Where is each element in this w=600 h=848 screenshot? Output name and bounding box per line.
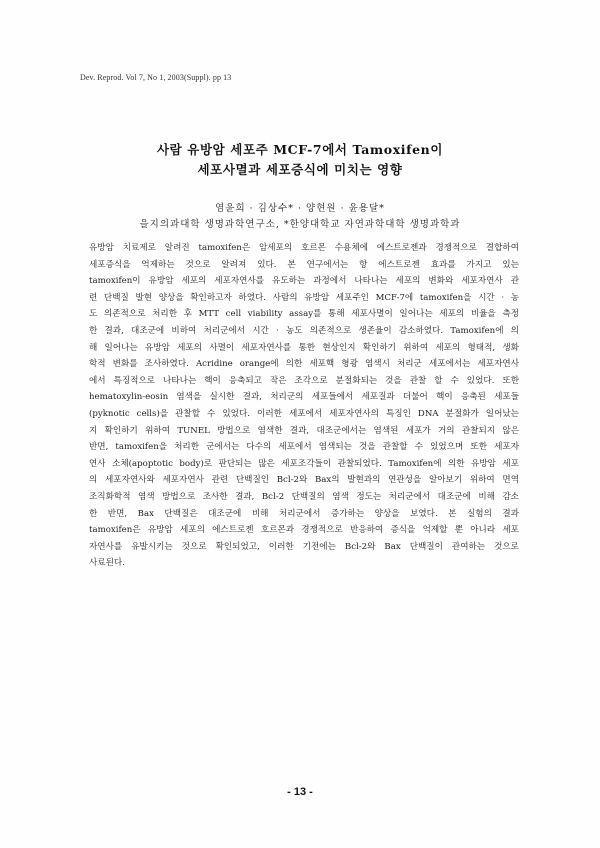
abstract-line: 지 확인하기 위하여 TUNEL 방법으로 염색한 결과, 대조군에서는 염색된 세포가 거의 관찰되지 않은 — [89, 425, 519, 436]
author-list: 염윤희 · 김상수* · 양현원 · 윤용달* — [215, 203, 385, 214]
abstract-line: 한 반면, Bax 단백질은 대조군에 비해 처리군에서 증가하는 양상을 보였다. 본 실험의 결과 — [89, 508, 519, 519]
abstract-line: 자연사를 유발시키는 것으로 확인되었고, 이러한 기전에는 Bcl-2와 Bax 단백질이 관여하는 것으로 — [89, 541, 519, 552]
abstract-line: 반면, tamoxifen을 처리한 군에서는 다수의 세포에서 염색되는 것을 관찰할 수 있었으며 또한 세포자 — [89, 442, 519, 453]
title-line-1: 사람 유방암 세포주 MCF-7에서 Tamoxifen이 — [156, 142, 443, 157]
page-number: - 13 - — [287, 786, 313, 798]
abstract-line: 의 세포자연사와 세포자연사 관련 단백질인 Bcl-2와 Bax의 발현과의 연관성을 알아보기 위하여 면역 — [89, 475, 519, 486]
abstract-line: 한 결과, 대조군에 비하여 처리군에서 시간 · 농도 의존적으로 생존율이 감소하였다. Tamoxifen에 의 — [89, 325, 519, 336]
abstract-line: 도 의존적으로 처리한 후 MTT cell viability assay를 통해 세포사멸이 일어나는 세포의 비율을 측정 — [89, 309, 519, 320]
abstract-line: 연사 소체(apoptotic body)로 판단되는 많은 세포조각들이 관찰되었다. Tamoxifen에 의한 유방암 세포 — [89, 458, 519, 469]
title-line-2: 세포사멸과 세포증식에 미치는 영향 — [197, 162, 403, 177]
abstract-line: 에서 특징적으로 나타나는 핵이 응축되고 작은 조각으로 분절화되는 것을 관찰 할 수 있었다. 또한 — [89, 375, 519, 386]
abstract-line: 련 단백질 발현 양상을 확인하고자 하였다. 사람의 유방암 세포주인 MCF-7에 tamoxifen을 시간 · 농 — [89, 292, 519, 303]
abstract-body — [89, 240, 519, 572]
affiliation: 을지의과대학 생명과학연구소, *한양대학교 자연과학대학 생명과학과 — [139, 219, 461, 230]
abstract-line: (pyknotic cells)을 관찰할 수 있었다. 이러한 세포에서 세포자연사의 특징인 DNA 분절화가 일어났는 — [89, 408, 519, 419]
abstract-line: tamoxifen이 유방암 세포의 세포자연사를 유도하는 과정에서 나타나는 세포의 변화와 세포자연사 관 — [89, 276, 519, 287]
abstract-line: 해 일어나는 유방암 세포의 사멸이 세포자연사를 통한 현상인지 확인하기 위하여 세포의 형태적, 생화 — [89, 342, 519, 353]
abstract-line: 사료된다. — [89, 558, 125, 569]
abstract-line: 조직화학적 염색 방법으로 조사한 결과, Bcl-2 단백질의 염색 정도는 처리군에서 대조군에 비해 감소 — [89, 491, 519, 502]
abstract-line: 유방암 치료제로 알려진 tamoxifen은 암세포의 호르몬 수용체에 에스트로젠과 경쟁적으로 결합하여 — [89, 243, 519, 253]
abstract-line: 학적 변화를 조사하였다. Acridine orange에 의한 세포핵 형광 염색시 처리군 세포에서는 세포자연사 — [89, 359, 519, 370]
abstract-line: tamoxifen은 유방암 세포의 에스트로젠 호르몬과 경쟁적으로 반응하여 증식을 억제할 뿐 아니라 세포 — [89, 525, 519, 536]
abstract-line: hematoxylin-eosin 염색을 실시한 결과, 처리군의 세포들에서 세포질과 더불어 핵이 응축된 세포들 — [89, 392, 519, 403]
journal-citation: Dev. Reprod. Vol 7, No 1, 2003(Suppl). pp 13 — [80, 73, 232, 82]
abstract-line: 세포증식을 억제하는 것으로 알려져 있다. 본 연구에서는 항 에스트로젠 효과를 가지고 있는 — [89, 259, 519, 270]
